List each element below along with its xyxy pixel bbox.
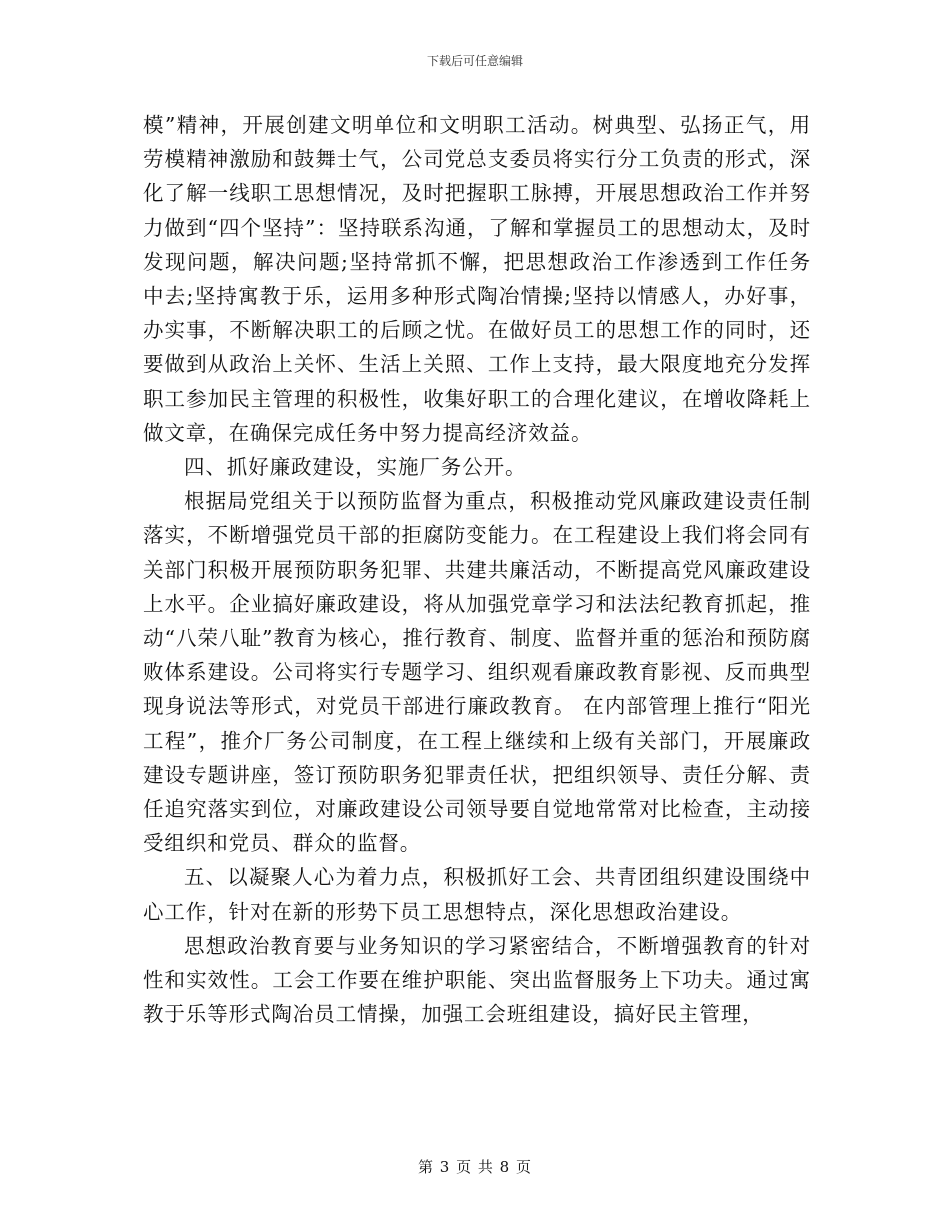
document-body: [143, 108, 811, 1031]
paragraph-continuation: 模”精神，开展创建文明单位和文明职工活动。树典型、弘扬正气，用劳模精神激励和鼓舞士气，公司党总支委员将实行分工负责的形式，深化了解一线职工思想情况，及时把握职工脉搏，开展思想政治工作并努力做到“四个坚持”：坚持联系沟通，了解和掌握员工的思想动太，及时发现问题，解决问题;坚持常抓不懈，把思想政治工作渗透到工作任务中去;坚持寓教于乐，运用多种形式陶冶情操;坚持以情感人，办好事，办实事，不断解决职工的后顾之忧。在做好员工的思想工作的同时，还要做到从政治上关怀、生活上关照、工作上支持，最大限度地充分发挥职工参加民主管理的积极性，收集好职工的合理化建议，在增收降耗上做文章，在确保完成任务中努力提高经济效益。: [143, 113, 811, 445]
paragraph-anticorruption: 根据局党组关于以预防监督为重点，积极推动党风廉政建设责任制落实，不断增强党员干部的拒腐防变能力。在工程建设上我们将会同有关部门积极开展预防职务犯罪、共建共廉活动，不断提高党风廉政建设上水平。企业搞好廉政建设，将从加强党章学习和法法纪教育抓起，推动“八荣八耻”教育为核心，推行教育、制度、监督并重的惩治和预防腐败体系建设。公司将实行专题学习、组织观看廉政教育影视、反而典型现身说法等形式，对党员干部进行廉政教育。 在内部管理上推行“阳光工程”，推介厂务公司制度，在工程上继续和上级有关部门，开展廉政建设专题讲座，签订预防职务犯罪责任状，把组织领导、责任分解、责任追究落实到位，对廉政建设公司领导要自觉地常常对比检查，主动接受组织和党员、群众的监督。: [143, 489, 811, 856]
section-heading-4: 四、抓好廉政建设，实施厂务公开。: [184, 455, 527, 480]
page-footer: 第 3 页 共 8 页: [418, 1158, 532, 1176]
paragraph-ideology: 思想政治教育要与业务知识的学习紧密结合，不断增强教育的针对性和实效性。工会工作要在维护职能、突出监督服务上下功夫。通过寓教于乐等形式陶冶员工情操，加强工会班组建设，搞好民主管理，: [143, 933, 811, 1027]
page-header: 下载后可任意编辑: [426, 54, 523, 68]
section-heading-5: 五、以凝聚人心为着力点，积极抓好工会、共青团组织建设围绕中心工作，针对在新的形势下员工思想特点，深化思想政治建设。: [143, 865, 811, 924]
